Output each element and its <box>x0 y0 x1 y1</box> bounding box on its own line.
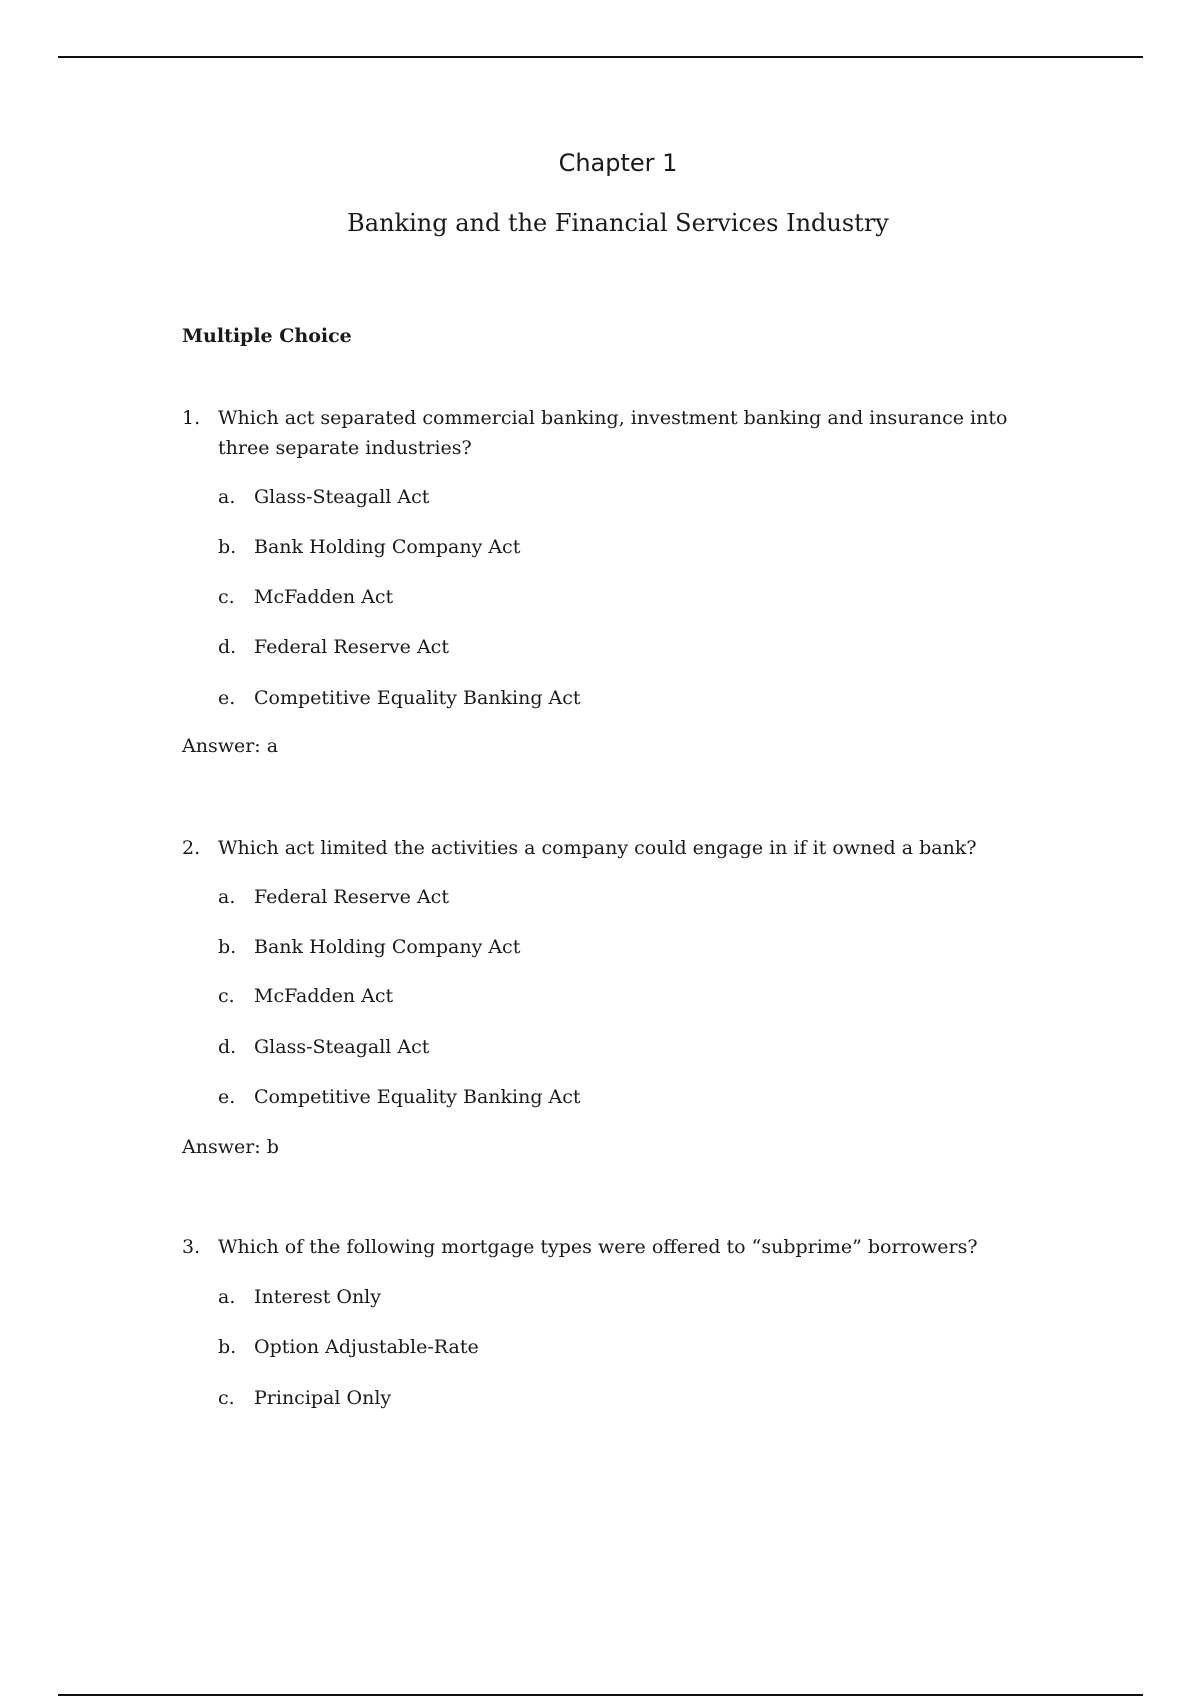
option-3b <box>218 1334 479 1360</box>
option-text: McFadden Act <box>254 586 394 608</box>
option-2e <box>218 1084 581 1110</box>
option-letter: c. <box>218 1387 235 1409</box>
option-2d <box>218 1034 429 1060</box>
option-text: Federal Reserve Act <box>254 886 449 908</box>
option-letter: d. <box>218 636 237 658</box>
option-1b <box>218 534 520 560</box>
option-letter: b. <box>218 1336 237 1358</box>
option-letter: d. <box>218 1036 237 1058</box>
option-text: Glass-Steagall Act <box>254 486 430 508</box>
section-heading: Multiple Choice <box>182 325 352 347</box>
option-letter: c. <box>218 985 235 1007</box>
option-text: Bank Holding Company Act <box>254 536 521 558</box>
question-2 <box>182 833 1062 863</box>
option-1e <box>218 685 581 711</box>
question-number: 2. <box>182 837 201 859</box>
option-3a <box>218 1284 381 1310</box>
option-letter: e. <box>218 687 236 709</box>
option-text: Federal Reserve Act <box>254 636 449 658</box>
top-rule <box>58 56 1143 58</box>
bottom-rule <box>58 1694 1143 1696</box>
option-text: Option Adjustable-Rate <box>254 1336 479 1358</box>
option-text: Competitive Equality Banking Act <box>254 1086 581 1108</box>
chapter-title: Banking and the Financial Services Industry <box>347 209 889 237</box>
option-letter: b. <box>218 936 237 958</box>
question-3 <box>182 1232 1062 1262</box>
option-1c <box>218 584 393 610</box>
question-text: Which act limited the activities a company could engage in if it owned a bank? <box>218 837 977 859</box>
option-letter: a. <box>218 886 236 908</box>
option-2a <box>218 884 449 910</box>
option-text: Competitive Equality Banking Act <box>254 687 581 709</box>
question-text: Which act separated commercial banking, investment banking and insurance into three separate industries? <box>218 407 1008 459</box>
option-text: Interest Only <box>254 1286 381 1308</box>
option-1d <box>218 634 449 660</box>
option-letter: a. <box>218 1286 236 1308</box>
answer-1: Answer: a <box>182 735 279 757</box>
option-letter: c. <box>218 586 235 608</box>
option-1a <box>218 484 429 510</box>
question-number: 3. <box>182 1236 201 1258</box>
question-1 <box>182 403 1062 463</box>
option-2b <box>218 934 520 960</box>
option-text: Principal Only <box>254 1387 392 1409</box>
question-number: 1. <box>182 407 201 429</box>
option-text: Glass-Steagall Act <box>254 1036 430 1058</box>
chapter-heading: Chapter 1 <box>558 149 678 177</box>
option-2c <box>218 983 393 1009</box>
option-text: McFadden Act <box>254 985 394 1007</box>
option-letter: a. <box>218 486 236 508</box>
answer-2: Answer: b <box>182 1136 279 1158</box>
option-text: Bank Holding Company Act <box>254 936 521 958</box>
option-letter: b. <box>218 536 237 558</box>
question-text: Which of the following mortgage types were offered to “subprime” borrowers? <box>218 1236 978 1258</box>
option-3c <box>218 1385 391 1411</box>
option-letter: e. <box>218 1086 236 1108</box>
